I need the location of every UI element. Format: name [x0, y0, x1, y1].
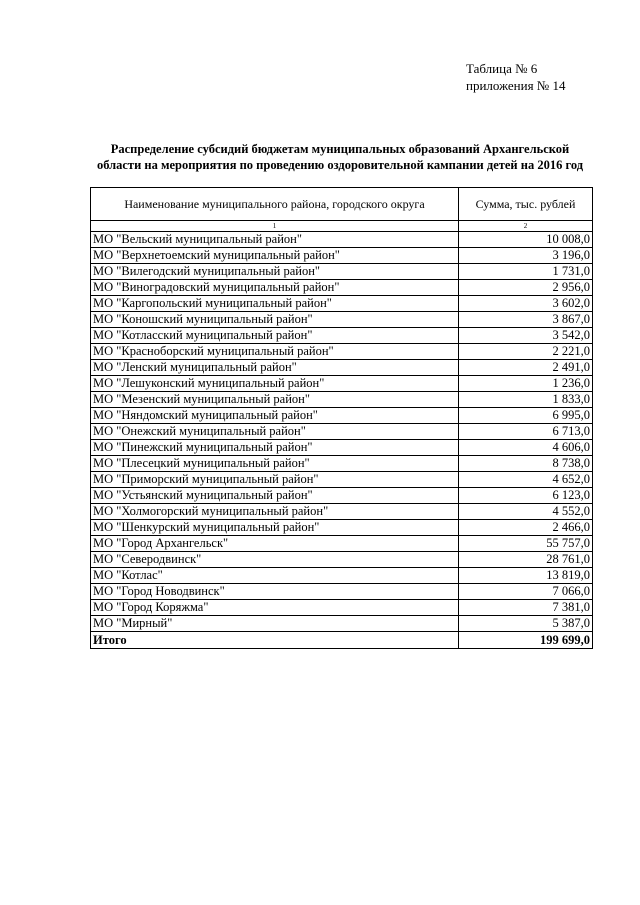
table-reference-note: [466, 60, 565, 94]
municipality-name: МО "Город Новодвинск": [91, 584, 459, 600]
title-line-1: Распределение субсидий бюджетам муниципальных образований Архангельской: [110, 142, 570, 156]
table-body: [91, 232, 593, 632]
municipality-name: МО "Северодвинск": [91, 552, 459, 568]
subsidy-amount: 10 008,0: [459, 232, 593, 248]
municipality-name: МО "Лешуконский муниципальный район": [91, 376, 459, 392]
subsidy-amount: 8 738,0: [459, 456, 593, 472]
table-row: [91, 552, 593, 568]
column-header-name: Наименование муниципального района, городского округа: [91, 188, 459, 221]
subsidy-amount: 4 606,0: [459, 440, 593, 456]
subsidy-amount: 55 757,0: [459, 536, 593, 552]
municipality-name: МО "Город Коряжма": [91, 600, 459, 616]
subsidy-amount: 7 381,0: [459, 600, 593, 616]
table-row: [91, 584, 593, 600]
table-row: [91, 424, 593, 440]
subsidy-amount: 6 713,0: [459, 424, 593, 440]
column-header-amount: Сумма, тыс. рублей: [459, 188, 593, 221]
table-number: Таблица № 6: [466, 61, 538, 76]
municipality-name: МО "Мирный": [91, 616, 459, 632]
subsidy-amount: 3 196,0: [459, 248, 593, 264]
table-row: [91, 392, 593, 408]
subsidy-amount: 3 602,0: [459, 296, 593, 312]
title-line-2: области на мероприятия по проведению оздоровительной кампании детей на 2016 год: [96, 158, 584, 172]
table-row: [91, 344, 593, 360]
table-row: [91, 520, 593, 536]
municipality-name: МО "Виноградовский муниципальный район": [91, 280, 459, 296]
subsidy-amount: 1 236,0: [459, 376, 593, 392]
table-row: [91, 328, 593, 344]
subsidy-amount: 2 491,0: [459, 360, 593, 376]
subsidy-amount: 13 819,0: [459, 568, 593, 584]
table-row: [91, 456, 593, 472]
table-row: [91, 488, 593, 504]
document-title: [84, 141, 596, 173]
municipality-name: МО "Мезенский муниципальный район": [91, 392, 459, 408]
municipality-name: МО "Холмогорский муниципальный район": [91, 504, 459, 520]
subsidy-table: [90, 187, 593, 649]
municipality-name: МО "Вельский муниципальный район": [91, 232, 459, 248]
municipality-name: МО "Устьянский муниципальный район": [91, 488, 459, 504]
table-row: [91, 568, 593, 584]
subsidy-amount: 5 387,0: [459, 616, 593, 632]
municipality-name: МО "Город Архангельск": [91, 536, 459, 552]
table-row: [91, 280, 593, 296]
column-number-1: 1: [91, 221, 459, 232]
table-row: [91, 296, 593, 312]
table-row: [91, 408, 593, 424]
subsidy-amount: 7 066,0: [459, 584, 593, 600]
subsidy-amount: 1 833,0: [459, 392, 593, 408]
column-number-2: 2: [459, 221, 593, 232]
subsidy-amount: 4 652,0: [459, 472, 593, 488]
municipality-name: МО "Ленский муниципальный район": [91, 360, 459, 376]
table-row: [91, 264, 593, 280]
table-row: [91, 504, 593, 520]
municipality-name: МО "Каргопольский муниципальный район": [91, 296, 459, 312]
total-row: [91, 632, 593, 649]
subsidy-amount: 3 867,0: [459, 312, 593, 328]
municipality-name: МО "Няндомский муниципальный район": [91, 408, 459, 424]
subsidy-amount: 3 542,0: [459, 328, 593, 344]
table-row: [91, 376, 593, 392]
appendix-number: приложения № 14: [466, 78, 566, 93]
municipality-name: МО "Верхнетоемский муниципальный район": [91, 248, 459, 264]
municipality-name: МО "Котласский муниципальный район": [91, 328, 459, 344]
subsidy-amount: 2 956,0: [459, 280, 593, 296]
table-row: [91, 600, 593, 616]
subsidy-amount: 1 731,0: [459, 264, 593, 280]
municipality-name: МО "Шенкурский муниципальный район": [91, 520, 459, 536]
table-row: [91, 472, 593, 488]
subsidy-amount: 2 221,0: [459, 344, 593, 360]
municipality-name: МО "Онежский муниципальный район": [91, 424, 459, 440]
subsidy-amount: 4 552,0: [459, 504, 593, 520]
municipality-name: МО "Вилегодский муниципальный район": [91, 264, 459, 280]
table-row: [91, 536, 593, 552]
subsidy-amount: 6 995,0: [459, 408, 593, 424]
municipality-name: МО "Приморский муниципальный район": [91, 472, 459, 488]
table-row: [91, 232, 593, 248]
subsidy-amount: 2 466,0: [459, 520, 593, 536]
table-row: [91, 440, 593, 456]
table-row: [91, 360, 593, 376]
subsidy-amount: 6 123,0: [459, 488, 593, 504]
municipality-name: МО "Плесецкий муниципальный район": [91, 456, 459, 472]
subsidy-amount: 28 761,0: [459, 552, 593, 568]
total-amount: 199 699,0: [459, 632, 593, 649]
table-row: [91, 248, 593, 264]
municipality-name: МО "Коношский муниципальный район": [91, 312, 459, 328]
total-label: Итого: [91, 632, 459, 649]
municipality-name: МО "Котлас": [91, 568, 459, 584]
table-row: [91, 616, 593, 632]
table-row: [91, 312, 593, 328]
municipality-name: МО "Красноборский муниципальный район": [91, 344, 459, 360]
municipality-name: МО "Пинежский муниципальный район": [91, 440, 459, 456]
